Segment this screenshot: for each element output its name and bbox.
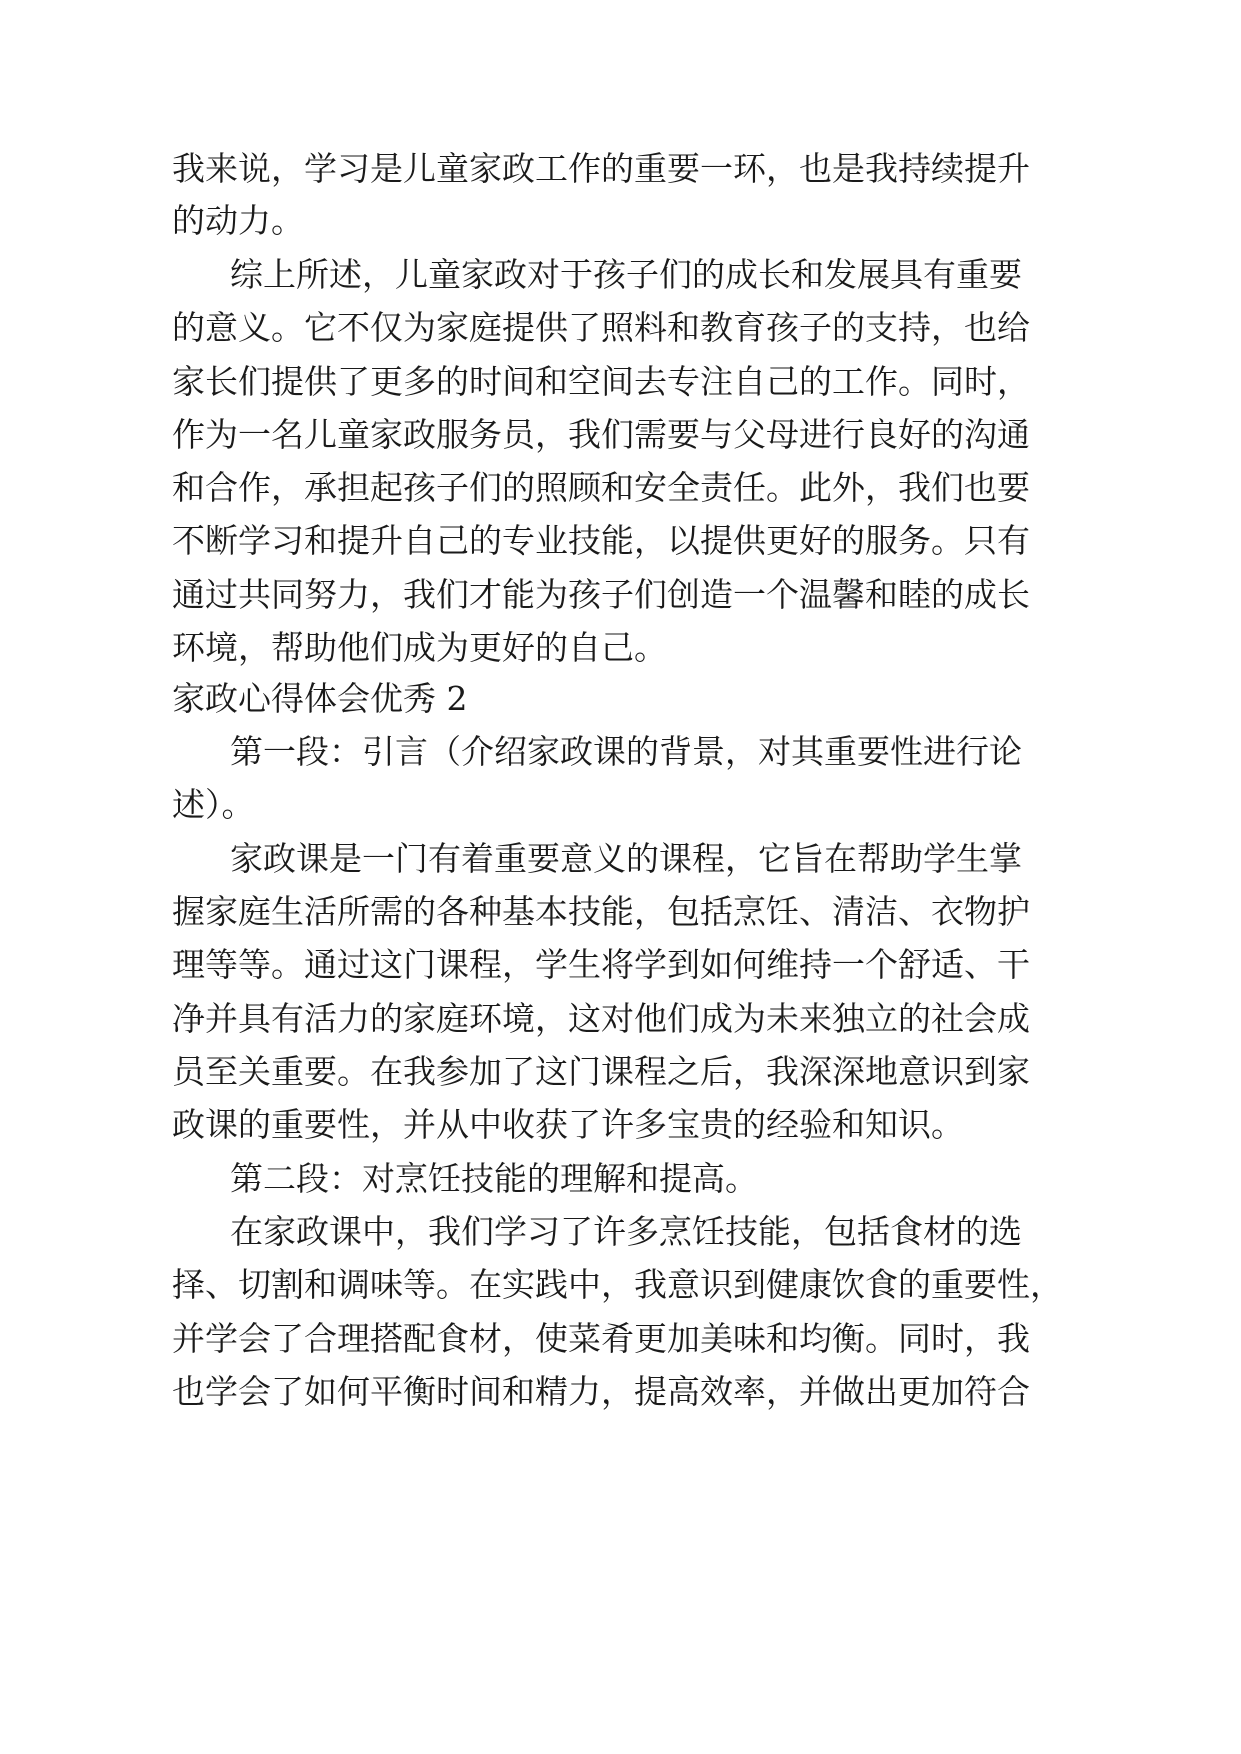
paragraph-line: 政课的重要性，并从中收获了许多宝贵的经验和知识。 <box>172 1105 964 1144</box>
paragraph-line: 握家庭生活所需的各种基本技能，包括烹饪、清洁、衣物护 <box>172 892 1030 931</box>
paragraph-line: 并学会了合理搭配食材，使菜肴更加美味和均衡。同时，我 <box>172 1319 1030 1358</box>
paragraph-line: 不断学习和提升自己的专业技能，以提供更好的服务。只有 <box>172 521 1030 560</box>
section-heading: 家政心得体会优秀 2 <box>172 679 468 718</box>
paragraph-line: 家政课是一门有着重要意义的课程，它旨在帮助学生掌 <box>230 839 1022 878</box>
paragraph-line: 作为一名儿童家政服务员，我们需要与父母进行良好的沟通 <box>172 415 1030 454</box>
paragraph-line: 净并具有活力的家庭环境，这对他们成为未来独立的社会成 <box>172 999 1030 1038</box>
paragraph-line: 员至关重要。在我参加了这门课程之后，我深深地意识到家 <box>172 1052 1030 1091</box>
paragraph-line: 第一段：引言（介绍家政课的背景，对其重要性进行论 <box>230 732 1022 771</box>
paragraph-line: 我来说，学习是儿童家政工作的重要一环，也是我持续提升 <box>172 149 1030 188</box>
paragraph-line: 也学会了如何平衡时间和精力，提高效率，并做出更加符合 <box>172 1372 1030 1411</box>
paragraph-line: 家长们提供了更多的时间和空间去专注自己的工作。同时， <box>172 362 1030 401</box>
paragraph-line: 通过共同努力，我们才能为孩子们创造一个温馨和睦的成长 <box>172 575 1030 614</box>
paragraph-line: 第二段：对烹饪技能的理解和提高。 <box>230 1159 758 1198</box>
paragraph-line: 在家政课中，我们学习了许多烹饪技能，包括食材的选 <box>230 1212 1022 1251</box>
paragraph-line: 述）。 <box>172 785 255 824</box>
paragraph-line: 综上所述，儿童家政对于孩子们的成长和发展具有重要 <box>230 255 1022 294</box>
paragraph-line: 和合作，承担起孩子们的照顾和安全责任。此外，我们也要 <box>172 468 1030 507</box>
paragraph-line: 理等等。通过这门课程，学生将学到如何维持一个舒适、干 <box>172 945 1030 984</box>
paragraph-line: 择、切割和调味等。在实践中，我意识到健康饮食的重要性， <box>172 1265 1063 1304</box>
paragraph-line: 的意义。它不仅为家庭提供了照料和教育孩子的支持，也给 <box>172 308 1030 347</box>
paragraph-line: 环境，帮助他们成为更好的自己。 <box>172 628 667 667</box>
paragraph-line: 的动力。 <box>172 201 304 240</box>
